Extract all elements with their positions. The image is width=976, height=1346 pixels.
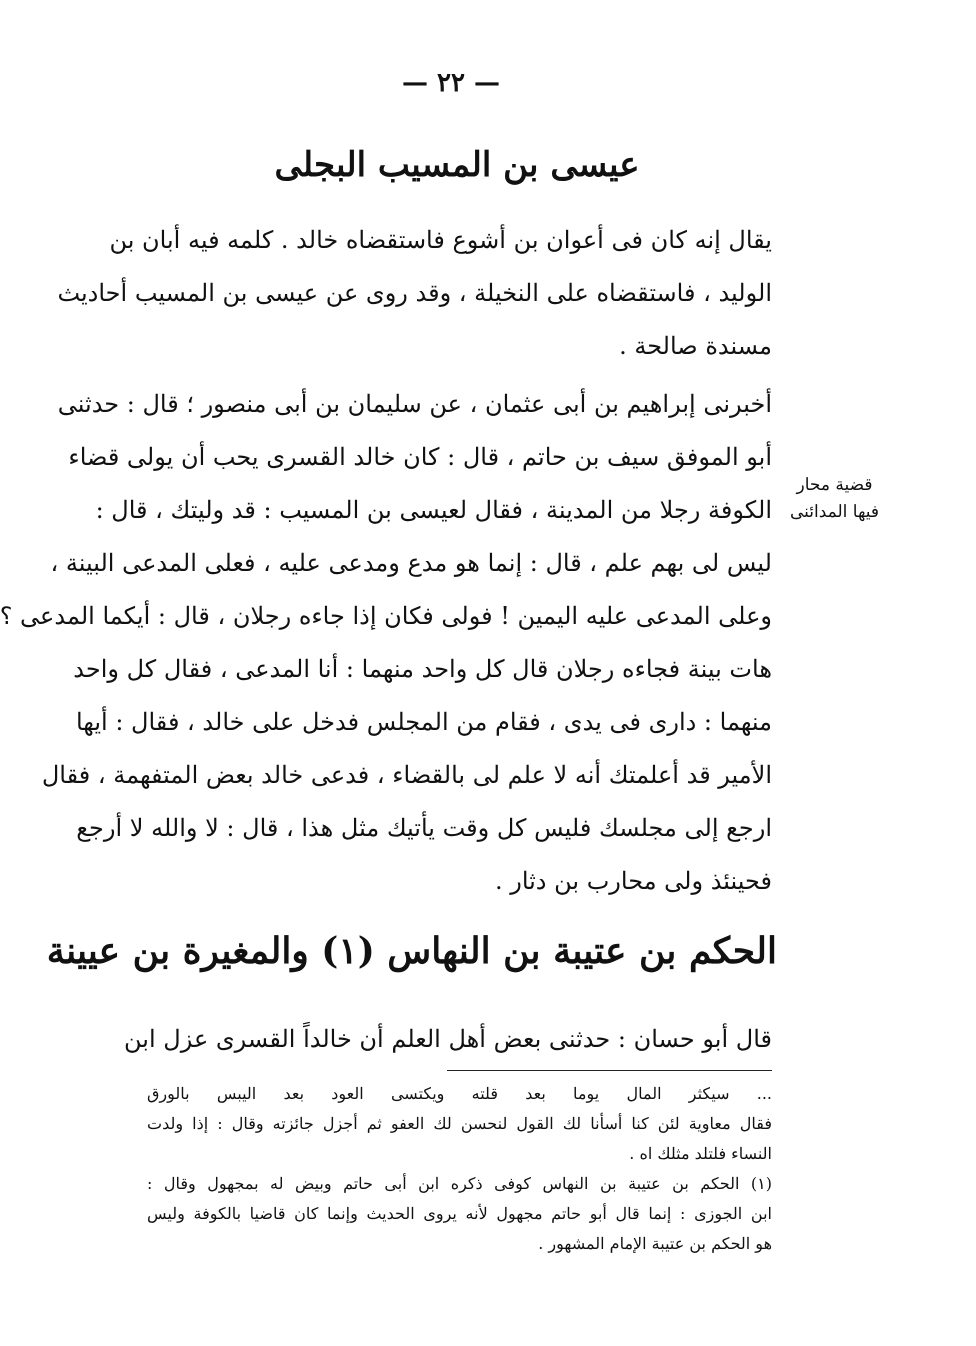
paragraph-section-2 [124, 1016, 772, 1062]
text-line: الأمير قد أعلمتك أنه لا علم لى بالقضاء ، فدعى خالد بعض المتفهمة ، فقال [41, 761, 772, 789]
text-line: هات بينة فجاءه رجلان قال كل واحد منهما : أنا المدعى ، فقال كل واحد [73, 655, 772, 683]
text-line: وعلى المدعى عليه اليمين ! فولى فكان إذا جاءه رجلان ، قال : أيكما المدعى ؟ [0, 602, 772, 630]
footnote-line: ابن الجوزى : إنما قال أبو حاتم مجهول لأنه يروى الحديث وإنما كان قاضيا بالكوفة وليس [147, 1204, 772, 1223]
footnotes [147, 1079, 772, 1259]
text-line: ليس لى بهم علم ، قال : إنما هو مدع ومدعى عليه ، فعلى المدعى البينة ، [50, 549, 772, 577]
text-line: الوليد ، فاستقضاه على النخيلة ، وقد روى عن عيسى بن المسيب أحاديث [57, 279, 772, 307]
footnote-line: فقال معاوية لئن كنا أسأنا لك القول لنحسن لك العفو ثم أجزل جائزته وقال : إذا ولدت [147, 1114, 772, 1133]
text-line: منهما : دارى فى يدى ، فقام من المجلس فدخل على خالد ، فقال : أيها [75, 708, 772, 736]
margin-note-line: قضية محار [796, 475, 873, 495]
text-line: الكوفة رجلا من المدينة ، فقال لعيسى بن المسيب : قد وليتك ، قال : [95, 496, 772, 524]
margin-note [787, 472, 882, 526]
text-line: ارجع إلى مجلسك فليس كل وقت يأتيك مثل هذا ، قال : لا والله لا أرجع [76, 814, 772, 842]
text-line: أبو الموفق سيف بن حاتم ، قال : كان خالد القسرى يحب أن يولى قضاء [68, 443, 772, 471]
footnote-divider [447, 1070, 772, 1071]
text-line: قال أبو حسان : حدثنى بعض أهل العلم أن خالداً القسرى عزل ابن [124, 1025, 772, 1053]
section-title-al-hakam-ibn-utayba: الحكم بن عتيبة بن النهاس (١) والمغيرة بن عيينة [46, 930, 777, 972]
margin-note-line: فيها المدائنى [789, 502, 880, 522]
section-title-isa-ibn-al-musayyib: عيسى بن المسيب البجلى [274, 145, 640, 185]
footnote-line: ... سيكثر المال يوما بعد قلته ويكتسى العود بعد اليبس بالورق [147, 1084, 772, 1103]
text-line: أخبرنى إبراهيم بن أبى عثمان ، عن سليمان بن أبى منصور ؛ قال : حدثنى [57, 390, 772, 418]
paragraph-intro [57, 214, 772, 373]
text-line: يقال إنه كان فى أعوان بن أشوع فاستقضاه خالد . كلمه فيه أبان بن [109, 226, 772, 254]
footnote-line: النساء فلتلد مثلك اه . [629, 1144, 772, 1163]
paragraph-narration [0, 378, 772, 908]
page-number: — ٢٢ — [401, 68, 501, 98]
footnote-line: (١) الحكم بن عتيبة بن النهاس كوفى ذكره ابن أبى حاتم وبيض له بمجهول وقال : [147, 1174, 773, 1193]
text-line: مسندة صالحة . [619, 332, 772, 360]
text-line: فحينئذ ولى محارب بن دثار . [494, 867, 772, 895]
footnote-line: هو الحكم بن عتيبة الإمام المشهور . [538, 1234, 772, 1253]
